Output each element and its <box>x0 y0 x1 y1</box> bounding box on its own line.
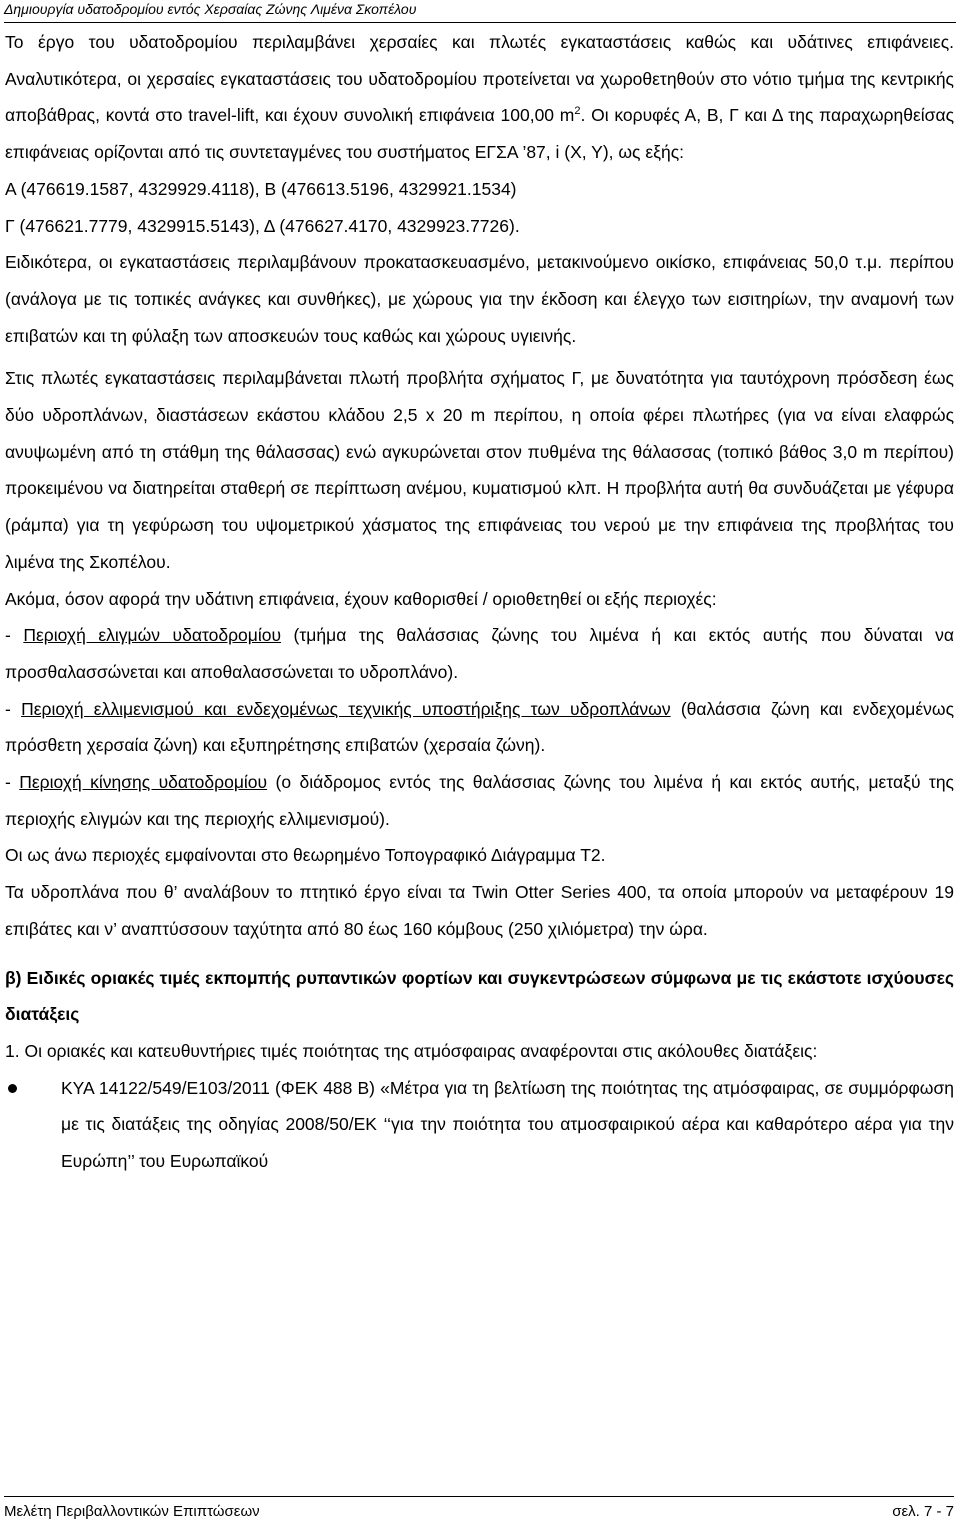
paragraph-text: . Οι κορυφές Α, Β, Γ και Δ της παραχωρηθείσας επιφάνειας ορίζονται από τις συντεταγμένες του συστήματος ΕΓΣΑ ’87, i (X, Y), ως εξής: <box>5 105 954 163</box>
area-title: Περιοχή ελιγμών υδατοδρομίου <box>23 625 282 646</box>
section-heading-b: β) Ειδικές οριακές τιμές εκπομπής ρυπαντικών φορτίων και συγκεντρώσεων σύμφωνα με τις εκάστοτε ισχύουσες διατάξεις <box>5 967 954 1025</box>
header-title: Δημιουργία υδατοδρομίου εντός Χερσαίας Ζώνης Λιμένα Σκοπέλου <box>4 1 417 17</box>
page-header <box>4 0 956 23</box>
paragraph-building: Ειδικότερα, οι εγκαταστάσεις περιλαμβάνουν προκατασκευασμένο, μετακινούμενο οικίσκο, επιφάνειας 50,0 τ.μ. περίπου (ανάλογα με τις τοπικές ανάγκες και συνθήκες), με χώρους για την έκδοση και έλεγχο των εισιτηρίων, την αναμονή των επιβατών και τη φύλαξη των αποσκευών τους καθώς και χώρους υγιεινής. <box>5 252 954 346</box>
dash: - <box>5 772 20 793</box>
coordinates-line-1: Α (476619.1587, 4329929.4118), Β (476613.5196, 4329921.1534) <box>5 178 517 199</box>
paragraph-text: Το έργο του υδατοδρομίου περιλαμβάνει χερσαίες και πλωτές εγκαταστάσεις καθώς και υδάτινες επιφάνειες. Αναλυτικότερα, οι χερσαίες εγκαταστάσεις του υδατοδρομίου προτείνεται να χωροθετηθούν στο νότιο τμήμα της κεντρικής αποβάθρας, κοντά στο travel-lift, και έχουν συνολική επιφάνεια 100,00 m <box>5 32 954 126</box>
area-title: Περιοχή ελλιμενισμού και ενδεχομένως τεχνικής υποστήριξης των υδροπλάνων <box>21 698 671 719</box>
dash: - <box>5 625 24 646</box>
document-body <box>5 24 954 1180</box>
area-item-berthing <box>5 691 954 764</box>
paragraph-seaplanes: Τα υδροπλάνα που θ’ αναλάβουν το πτητικό έργο είναι τα Twin Otter Series 400, τα οποία μπορούν να μεταφέρουν 19 επιβάτες και ν’ αναπτύσσουν ταχύτητα από 80 έως 160 κόμβους (250 χιλιόμετρα) την ώρα. <box>5 882 954 939</box>
paragraph-facilities <box>5 24 954 171</box>
paragraph-limits: 1. Οι οριακές και κατευθυντήριες τιμές ποιότητας της ατμόσφαιρας αναφέρονται στις ακόλουθες διατάξεις: <box>5 1040 818 1061</box>
area-item-maneuvering <box>5 617 954 690</box>
page-number: σελ. 7 - 7 <box>892 1503 954 1520</box>
area-description: (τμήμα της θαλάσσιας ζώνης του λιμένα ή και εκτός αυτής που δύναται να προσθαλασσώνεται και αποθαλασσώνεται το υδροπλάνο). <box>5 625 954 682</box>
coordinates-line-2: Γ (476621.7779, 4329915.5143), Δ (476627.4170, 4329923.7726). <box>5 215 520 236</box>
paragraph-water-areas: Ακόμα, όσον αφορά την υδάτινη επιφάνεια, έχουν καθορισθεί / οριοθετηθεί οι εξής περιοχές: <box>5 588 717 609</box>
paragraph-diagram-ref: Οι ως άνω περιοχές εμφαίνονται στο θεωρημένο Τοπογραφικό Διάγραμμα Τ2. <box>5 845 606 866</box>
dash: - <box>5 698 22 719</box>
superscript: 2 <box>574 105 581 118</box>
area-description: (θαλάσσια ζώνη και ενδεχομένως πρόσθετη χερσαία ζώνη) και εξυπηρέτησης επιβατών (χερσαία ζώνη). <box>5 698 954 756</box>
area-title: Περιοχή κίνησης υδατοδρομίου <box>19 772 268 793</box>
bullet-dot-icon <box>8 1084 17 1093</box>
paragraph-floating: Στις πλωτές εγκαταστάσεις περιλαμβάνεται πλωτή προβλήτα σχήματος Γ, με δυνατότητα για ταυτόχρονη πρόσδεση έως δύο υδροπλάνων, διαστάσεων εκάστου κλάδου 2,5 x 20 m περίπου, η οποία φέρει πλωτήρες (για να είναι ελαφρώς ανυψωμένη από τη στάθμη της θάλασσας) ενώ αγκυρώνεται στον πυθμένα της θάλασσας (τοπικό βάθος 3,0 m περίπου) προκειμένου να διατηρείται σταθερή σε περίπτωση ανέμου, κυματισμού κλπ. Η προβλήτα αυτή θα συνδυάζεται με γέφυρα (ράμπα) για τη γεφύρωση του υψομετρικού χάσματος της επιφάνειας του νερού με την επιφάνεια της προβλήτας του λιμένα της Σκοπέλου. <box>5 368 954 572</box>
area-item-movement <box>5 764 954 837</box>
footer-title: Μελέτη Περιβαλλοντικών Επιπτώσεων <box>4 1503 260 1520</box>
area-description: (ο διάδρομος εντός της θαλάσσιας ζώνης του λιμένα ή και εκτός αυτής, μεταξύ της περιοχής ελιγμών και της περιοχής ελλιμενισμού). <box>5 772 954 829</box>
bullet-text: ΚΥΑ 14122/549/Ε103/2011 (ΦΕΚ 488 Β) «Μέτρα για τη βελτίωση της ποιότητας της ατμόσφαιρας, σε συμμόρφωση με τις διατάξεις της οδηγίας 2008/50/ΕΚ ‘‘για την ποιότητα του ατμοσφαιρικού αέρα και καθαρότερο αέρα για την Ευρώπη’’ του Ευρωπαϊκού <box>61 1077 954 1172</box>
bullet-item <box>5 1070 954 1180</box>
page-footer <box>4 1496 954 1523</box>
